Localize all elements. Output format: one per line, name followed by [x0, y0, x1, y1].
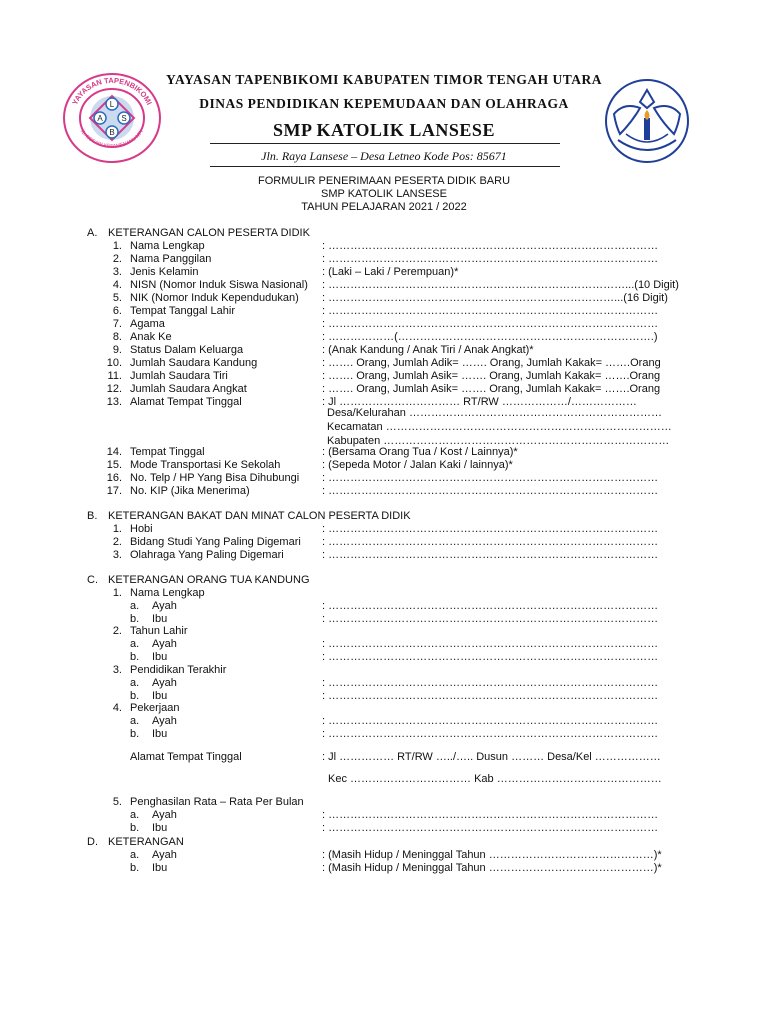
section-title: KETERANGAN CALON PESERTA DIDIK	[108, 227, 310, 239]
address-row	[0, 421, 768, 434]
item-number: 6.	[112, 305, 122, 317]
parent-group-heading	[0, 796, 768, 809]
field-value[interactable]: : ……. Orang, Jumlah Asik= ……. Orang, Jumlah Kakak= …….Orang	[322, 383, 661, 395]
item-number: 9.	[112, 344, 122, 356]
item-number: 5.	[112, 796, 122, 808]
field-value[interactable]: : ………………………………………………………………………………	[322, 549, 659, 561]
item-number: 2.	[112, 253, 122, 265]
field-value[interactable]: : ………………………………………………………………………………	[322, 638, 659, 650]
field-value[interactable]: : ………………………………………………………………………………	[322, 613, 659, 625]
form-row	[0, 305, 768, 318]
field-label: NISN (Nomor Induk Siswa Nasional)	[130, 279, 308, 291]
field-label: Nama Panggilan	[130, 253, 212, 265]
section-letter: B.	[87, 510, 98, 522]
form-row	[0, 344, 768, 357]
field-label: Jenis Kelamin	[130, 266, 199, 278]
item-number: 12.	[106, 383, 122, 395]
address-line[interactable]: Kecamatan ……………………………………………………………………	[327, 421, 672, 433]
parent-group-heading	[0, 702, 768, 715]
item-number: 8.	[112, 331, 122, 343]
item-number: 5.	[112, 292, 122, 304]
field-value[interactable]: : ………………………………………………………………………………	[322, 728, 659, 740]
field-value[interactable]: : ………………………………………………………………………………	[322, 523, 659, 535]
field-label: Alamat Tempat Tinggal	[130, 396, 242, 408]
field-value[interactable]: : Jl …………… RT/RW …../….. Dusun ……… Desa/Kel ………………	[322, 751, 661, 763]
sub-label-ayah: Ayah	[152, 638, 177, 650]
section-c-heading	[0, 574, 768, 587]
form-row	[0, 549, 768, 562]
item-number: 10.	[106, 357, 122, 369]
field-label: Jumlah Saudara Kandung	[130, 357, 258, 369]
item-number: 3.	[112, 549, 122, 561]
header-rule-bottom	[210, 166, 560, 167]
field-value[interactable]: : ………………………………………………………………………………	[322, 318, 659, 330]
sub-letter: b.	[130, 613, 140, 625]
item-number: 2.	[112, 625, 122, 637]
parent-row-ayah	[0, 715, 768, 728]
form-row	[0, 331, 768, 344]
foundation-name: YAYASAN TAPENBIKOMI KABUPATEN TIMOR TENGAH UTARA	[166, 72, 602, 87]
field-value[interactable]: : ………………………………………………………………………………	[322, 536, 659, 548]
address-line[interactable]: Desa/Kelurahan ……………………………………………………………	[327, 407, 662, 419]
status-row	[0, 862, 768, 875]
parent-row-ibu	[0, 728, 768, 741]
form-row	[0, 383, 768, 396]
address-line[interactable]: Kabupaten ……………………………………………………………………	[327, 435, 670, 447]
form-row	[0, 240, 768, 253]
field-value[interactable]: : ………………………………………………………………………………	[322, 485, 659, 497]
section-b-heading	[0, 510, 768, 523]
field-value[interactable]: : ……. Orang, Jumlah Adik= ……. Orang, Jumlah Kakak= …….Orang	[322, 357, 661, 369]
parent-row-ayah	[0, 638, 768, 651]
section-title: KETERANGAN BAKAT DAN MINAT CALON PESERTA DIDIK	[108, 510, 411, 522]
sub-letter: a.	[130, 638, 140, 650]
field-label: Jumlah Saudara Angkat	[130, 383, 247, 395]
form-row	[0, 357, 768, 370]
field-label: No. Telp / HP Yang Bisa Dihubungi	[130, 472, 300, 484]
logo-letter-s: S	[121, 114, 127, 123]
form-subtitle-year: TAHUN PELAJARAN 2021 / 2022	[301, 201, 467, 213]
sub-letter: b.	[130, 862, 140, 874]
field-label: Tempat Tanggal Lahir	[130, 305, 235, 317]
section-letter: A.	[87, 227, 98, 239]
logo-letter-l: L	[109, 100, 115, 109]
field-label: Hobi	[130, 523, 153, 535]
sub-letter: a.	[130, 677, 140, 689]
field-value[interactable]: : (Masih Hidup / Meninggal Tahun ………………………………………)*	[322, 849, 662, 861]
parent-row-ibu	[0, 822, 768, 835]
field-value[interactable]: : ………………(…………………………………………………………….)	[322, 331, 658, 343]
item-number: 15.	[106, 459, 122, 471]
field-label: Nama Lengkap	[130, 240, 205, 252]
parent-row-ibu	[0, 651, 768, 664]
sub-label-ibu: Ibu	[152, 822, 168, 834]
field-label: Penghasilan Rata – Rata Per Bulan	[130, 796, 304, 808]
parent-row-ayah	[0, 809, 768, 822]
field-value[interactable]: : ……………………………………………………………………...(16 Digit)	[322, 292, 668, 304]
sub-letter: b.	[130, 690, 140, 702]
field-value[interactable]: : ……. Orang, Jumlah Asik= ……. Orang, Jumlah Kakak= …….Orang	[322, 370, 661, 382]
form-title: FORMULIR PENERIMAAN PESERTA DIDIK BARU	[257, 175, 511, 187]
field-value[interactable]: : ………………………………………………………………………………	[322, 472, 659, 484]
address-line[interactable]: Kec …………………………… Kab ………………………………………	[328, 773, 662, 785]
form-row	[0, 446, 768, 459]
parent-group-heading	[0, 587, 768, 600]
field-label: Pekerjaan	[130, 702, 180, 714]
item-number: 7.	[112, 318, 122, 330]
field-value[interactable]: : ………………………………………………………………………………	[322, 600, 659, 612]
logo-bottom-text: JL. ROSARI KEFAMENANU NTT	[78, 128, 146, 150]
item-number: 2.	[112, 536, 122, 548]
department-name: DINAS PENDIDIKAN KEPEMUDAAN DAN OLAHRAGA	[199, 96, 569, 111]
field-label: Agama	[130, 318, 165, 330]
section-title: KETERANGAN ORANG TUA KANDUNG	[108, 574, 310, 586]
field-value[interactable]: : ………………………………………………………………………………	[322, 253, 659, 265]
sub-letter: a.	[130, 715, 140, 727]
logo-letter-a: A	[97, 114, 103, 123]
sub-label-ayah: Ayah	[152, 809, 177, 821]
sub-label-ibu: Ibu	[152, 613, 168, 625]
form-row	[0, 472, 768, 485]
item-number: 11.	[107, 370, 122, 382]
school-address: Jln. Raya Lansese – Desa Letneo Kode Pos: 85671	[261, 149, 507, 163]
field-label: Olahraga Yang Paling Digemari	[130, 549, 284, 561]
form-row	[0, 485, 768, 498]
sub-label-ibu: Ibu	[152, 651, 168, 663]
header-rule-top	[210, 143, 560, 144]
item-number: 17.	[106, 485, 122, 497]
item-number: 4.	[112, 702, 122, 714]
item-number: 13.	[106, 396, 122, 408]
item-number: 4.	[112, 279, 122, 291]
field-label: Bidang Studi Yang Paling Digemari	[130, 536, 301, 548]
sub-label-ibu: Ibu	[152, 728, 168, 740]
form-row	[0, 318, 768, 331]
field-value[interactable]: : ………………………………………………………………………………	[322, 690, 659, 702]
sub-label: Ibu	[152, 862, 168, 874]
sub-label: Ayah	[152, 849, 177, 861]
field-label: Status Dalam Keluarga	[130, 344, 244, 356]
item-number: 16.	[106, 472, 122, 484]
field-label: Pendidikan Terakhir	[130, 664, 227, 676]
field-value[interactable]: : (Sepeda Motor / Jalan Kaki / lainnya)*	[322, 459, 513, 471]
section-letter: D.	[87, 836, 98, 848]
field-label: Tempat Tinggal	[130, 446, 205, 458]
logo-letter-b: B	[109, 128, 115, 137]
form-row	[0, 523, 768, 536]
field-value[interactable]: : ………………………………………………………………………………	[322, 822, 659, 834]
sub-label-ayah: Ayah	[152, 677, 177, 689]
field-label: Mode Transportasi Ke Sekolah	[130, 459, 281, 471]
sub-letter: b.	[130, 651, 140, 663]
parent-row-ayah	[0, 600, 768, 613]
sub-label-ayah: Ayah	[152, 715, 177, 727]
address-row	[0, 407, 768, 420]
field-label: Alamat Tempat Tinggal	[130, 751, 242, 763]
item-number: 1.	[112, 240, 122, 252]
field-value[interactable]: : (Bersama Orang Tua / Kost / Lainnya)*	[322, 446, 518, 458]
form-row	[0, 370, 768, 383]
field-value[interactable]: : (Anak Kandung / Anak Tiri / Anak Angkat)*	[322, 344, 534, 356]
field-value[interactable]: : ………………………………………………………………………………	[322, 240, 659, 252]
parent-row-ayah	[0, 677, 768, 690]
parent-group-heading	[0, 625, 768, 638]
parent-group-heading	[0, 664, 768, 677]
item-number: 14.	[106, 446, 122, 458]
field-value[interactable]: : ………………………………………………………………………………	[322, 809, 659, 821]
item-number: 1.	[112, 587, 122, 599]
section-title: KETERANGAN	[108, 836, 184, 848]
form-subtitle-school: SMP KATOLIK LANSESE	[321, 188, 447, 200]
logo-ring-text: YAYASAN TAPENBIKOMI	[70, 75, 154, 107]
field-value[interactable]: : (Masih Hidup / Meninggal Tahun ………………………………………)*	[322, 862, 662, 874]
section-a-heading	[0, 227, 768, 240]
field-value[interactable]: : (Laki – Laki / Perempuan)*	[322, 266, 459, 278]
item-number: 3.	[112, 266, 122, 278]
field-value[interactable]: : Jl …………………………… RT/RW ………………/………………	[322, 396, 637, 408]
form-row	[0, 253, 768, 266]
status-row	[0, 849, 768, 862]
field-label: Tahun Lahir	[130, 625, 188, 637]
form-row	[0, 266, 768, 279]
field-value[interactable]: : ………………………………………………………………………………	[322, 677, 659, 689]
sub-letter: a.	[130, 849, 140, 861]
parent-address-row	[0, 751, 768, 764]
field-label: Anak Ke	[130, 331, 172, 343]
sub-letter: a.	[130, 600, 140, 612]
sub-label-ibu: Ibu	[152, 690, 168, 702]
field-label: No. KIP (Jika Menerima)	[130, 485, 250, 497]
section-d-heading	[0, 836, 768, 849]
form-row	[0, 459, 768, 472]
field-value[interactable]: : ………………………………………………………………………………	[322, 715, 659, 727]
sub-letter: b.	[130, 822, 140, 834]
section-letter: C.	[87, 574, 98, 586]
form-row	[0, 536, 768, 549]
field-label: Nama Lengkap	[130, 587, 205, 599]
school-name: SMP KATOLIK LANSESE	[273, 120, 495, 140]
field-label: NIK (Nomor Induk Kependudukan)	[130, 292, 299, 304]
sub-letter: b.	[130, 728, 140, 740]
field-label: Jumlah Saudara Tiri	[130, 370, 228, 382]
field-value[interactable]: : ………………………………………………………………………………	[322, 305, 659, 317]
parent-address-row2	[0, 773, 768, 786]
form-row	[0, 279, 768, 292]
field-value[interactable]: : ………………………………………………………………………………	[322, 651, 659, 663]
item-number: 1.	[112, 523, 122, 535]
sub-letter: a.	[130, 809, 140, 821]
sub-label-ayah: Ayah	[152, 600, 177, 612]
field-value[interactable]: : ………………………………………………………………………...(10 Digit)	[322, 279, 679, 291]
item-number: 3.	[112, 664, 122, 676]
form-row	[0, 292, 768, 305]
